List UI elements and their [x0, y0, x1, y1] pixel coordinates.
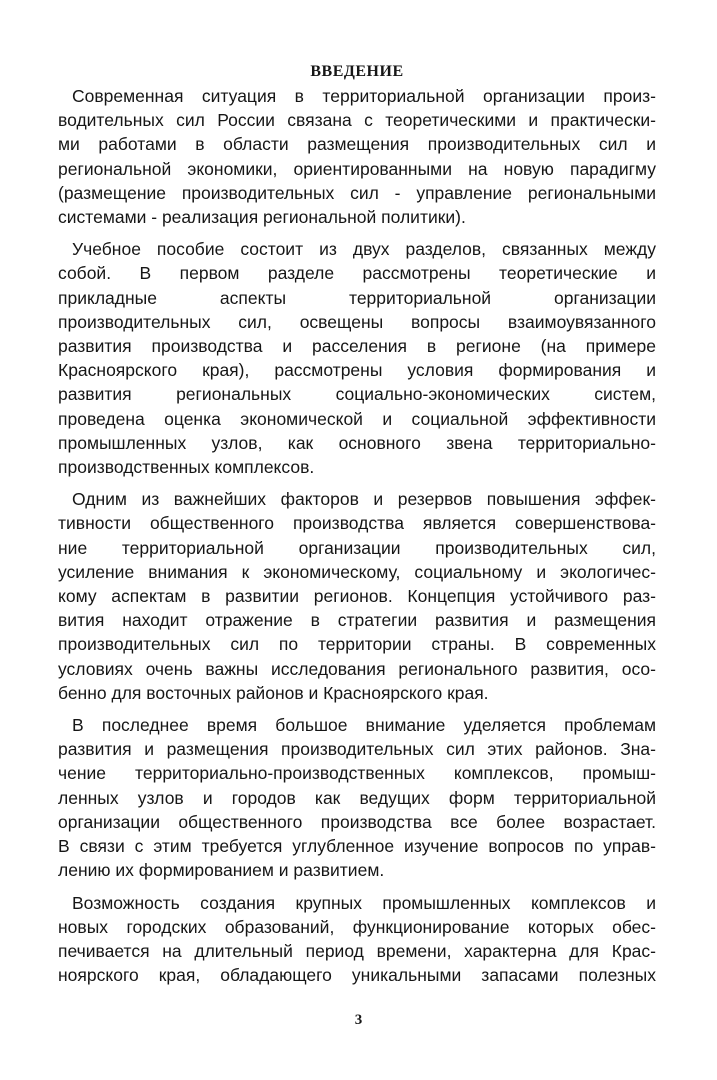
text-line: производительных сил по территории страны. В современных — [58, 634, 656, 655]
text-line: системами - реализация региональной политики). — [58, 207, 466, 228]
text-line: бенно для восточных районов и Красноярского края. — [58, 682, 489, 703]
text-line: производственных комплексов. — [58, 457, 315, 478]
page-number: 3 — [354, 1012, 363, 1028]
text-line: чение территориально-производственных комплексов, промыш- — [58, 763, 656, 784]
text-line: собой. В первом разделе рассмотрены теоретические и — [58, 263, 656, 284]
text-line: В последнее время большое внимание уделяется проблемам — [72, 715, 656, 736]
text-line: Учебное пособие состоит из двух разделов, связанных между — [72, 239, 656, 260]
text-line: условиях очень важны исследования регионального развития, осо- — [58, 658, 656, 679]
text-line: (размещение производительных сил - управление региональными — [58, 182, 656, 203]
paragraph — [58, 237, 656, 479]
text-line: развития производства и расселения в регионе (на примере — [58, 336, 656, 357]
text-line: ноярского края, обладающего уникальными запасами полезных — [58, 965, 656, 986]
section-heading: ВВЕДЕНИЕ — [310, 63, 404, 80]
text-line: ние территориальной организации производительных сил, — [58, 537, 656, 558]
text-line: промышленных узлов, как основного звена территориально- — [58, 432, 656, 453]
text-line: ленных узлов и городов как ведущих форм территориальной — [58, 787, 656, 808]
text-line: вития находит отражение в стратегии развития и размещения — [58, 610, 656, 631]
text-line: региональной экономики, ориентированными на новую парадигму — [58, 158, 656, 179]
document-page — [58, 60, 656, 995]
text-line: прикладные аспекты территориальной организации — [58, 287, 656, 308]
text-line: Красноярского края), рассмотрены условия формирования и — [58, 360, 656, 381]
paragraph — [58, 891, 656, 988]
text-line: Современная ситуация в территориальной организации произ- — [72, 86, 656, 106]
text-line: водительных сил России связана с теоретическими и практически- — [58, 110, 656, 131]
text-line: печивается на длительный период времени, характерна для Крас- — [58, 940, 656, 961]
text-line: Одним из важнейших факторов и резервов повышения эффек- — [72, 489, 656, 510]
text-line: развития региональных социально-экономических систем, — [58, 384, 656, 405]
text-line: развития и размещения производительных сил этих районов. Зна- — [58, 739, 656, 760]
text-line: Возможность создания крупных промышленных комплексов и — [72, 892, 656, 913]
text-line: организации общественного производства все более возрастает. — [58, 811, 656, 832]
text-line: лению их формированием и развитием. — [58, 860, 385, 881]
body-text — [58, 84, 656, 987]
paragraph — [58, 713, 656, 882]
text-line: В связи с этим требуется углубленное изучение вопросов по управ- — [58, 836, 656, 857]
text-line: кому аспектам в развитии регионов. Концепция устойчивого раз- — [58, 586, 656, 607]
paragraph — [58, 487, 656, 705]
text-line: тивности общественного производства является совершенствова- — [58, 513, 656, 534]
text-line: усиление внимания к экономическому, социальному и экологичес- — [58, 561, 656, 582]
text-line: новых городских образований, функционирование которых обес- — [58, 916, 656, 937]
paragraph — [58, 84, 656, 229]
text-line: ми работами в области размещения производительных сил и — [58, 134, 656, 155]
text-line: производительных сил, освещены вопросы взаимоувязанного — [58, 311, 656, 332]
text-line: проведена оценка экономической и социальной эффективности — [58, 408, 656, 429]
